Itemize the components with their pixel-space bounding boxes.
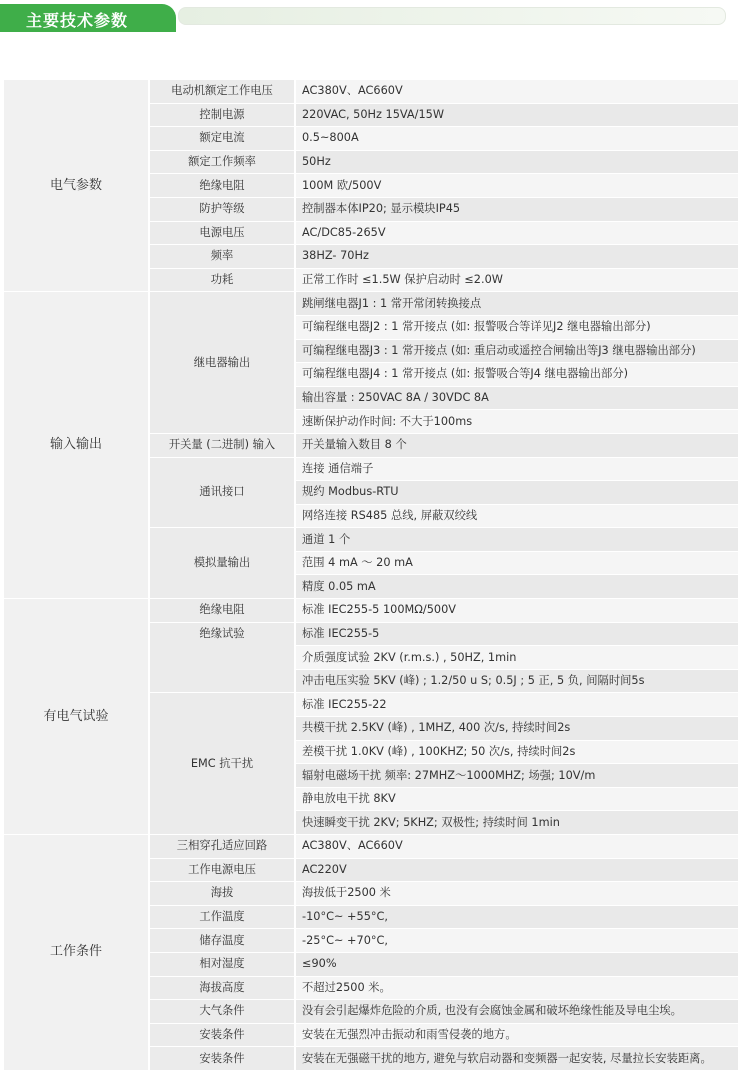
param-name-cell: 电源电压	[150, 222, 296, 246]
category-cell: 有电气试验	[4, 599, 150, 835]
param-name-cell: 安装条件	[150, 1047, 296, 1071]
param-name-cell: 模拟量输出	[150, 528, 296, 599]
param-value-cell: 可编程继电器J4 : 1 常开接点 (如: 报警吸合等J4 继电器输出部分)	[296, 363, 738, 387]
param-value-cell: 50Hz	[296, 151, 738, 175]
param-value-cell: 辐射电磁场干扰 频率: 27MHZ～1000MHZ; 场强; 10V/m	[296, 764, 738, 788]
param-value-cell: 范围 4 mA ～ 20 mA	[296, 552, 738, 576]
param-name-cell: 额定电流	[150, 127, 296, 151]
param-name-cell: 频率	[150, 245, 296, 269]
param-name-cell: 控制电源	[150, 104, 296, 128]
param-value-cell: -25°C~ +70°C,	[296, 929, 738, 953]
category-cell: 工作条件	[4, 835, 150, 1071]
table-row	[4, 80, 738, 104]
param-name-cell: 储存温度	[150, 929, 296, 953]
param-value-cell: 输出容量 : 250VAC 8A / 30VDC 8A	[296, 387, 738, 411]
param-value-cell: 速断保护动作时间: 不大于100ms	[296, 410, 738, 434]
table-row	[4, 292, 738, 316]
section-title: 主要技术参数	[26, 11, 129, 30]
section-title-tab	[0, 4, 176, 32]
param-value-cell: 0.5~800A	[296, 127, 738, 151]
param-value-cell: 差模干扰 1.0KV (峰) , 100KHZ; 50 次/s, 持续时间2s	[296, 741, 738, 765]
param-name-cell: 三相穿孔适应回路	[150, 835, 296, 859]
category-cell: 电气参数	[4, 80, 150, 292]
param-value-cell: 网络连接 RS485 总线, 屏蔽双绞线	[296, 505, 738, 529]
param-name-cell: 相对湿度	[150, 953, 296, 977]
param-value-cell: 控制器本体IP20; 显示模块IP45	[296, 198, 738, 222]
param-value-cell: 快速瞬变干扰 2KV; 5KHZ; 双极性; 持续时间 1min	[296, 811, 738, 835]
param-value-cell: AC380V、AC660V	[296, 80, 738, 104]
param-name-cell: 电动机额定工作电压	[150, 80, 296, 104]
param-name-cell: EMC 抗干扰	[150, 693, 296, 835]
param-value-cell: 正常工作时 ≤1.5W 保护启动时 ≤2.0W	[296, 269, 738, 293]
param-name-cell: 安装条件	[150, 1024, 296, 1048]
param-name-cell: 开关量 (二进制) 输入	[150, 434, 296, 458]
param-value-cell: 没有会引起爆炸危险的介质, 也没有会腐蚀金属和破坏绝缘性能及导电尘埃。	[296, 1000, 738, 1024]
param-value-cell: 通道 1 个	[296, 528, 738, 552]
param-name-cell: 大气条件	[150, 1000, 296, 1024]
param-value-cell: 安装在无强磁干扰的地方, 避免与软启动器和变频器一起安装, 尽量拉长安装距离。	[296, 1047, 738, 1071]
param-value-cell: 跳闸继电器J1 : 1 常开常闭转换接点	[296, 292, 738, 316]
param-value-cell: 海拔低于2500 米	[296, 882, 738, 906]
param-name-cell: 工作温度	[150, 906, 296, 930]
param-value-cell: AC380V、AC660V	[296, 835, 738, 859]
param-value-cell: ≤90%	[296, 953, 738, 977]
param-value-cell: AC220V	[296, 859, 738, 883]
param-value-cell: 静电放电干扰 8KV	[296, 788, 738, 812]
param-name-cell: 海拔	[150, 882, 296, 906]
header-decorative-bar	[178, 7, 726, 25]
param-value-cell: 38HZ- 70Hz	[296, 245, 738, 269]
param-value-cell: 标准 IEC255-5	[296, 623, 738, 647]
param-value-cell: 连接 通信端子	[296, 458, 738, 482]
param-value-cell: 共模干扰 2.5KV (峰) , 1MHZ, 400 次/s, 持续时间2s	[296, 717, 738, 741]
param-name-cell: 海拔高度	[150, 977, 296, 1001]
spec-table	[4, 80, 738, 1071]
param-value-cell: 冲击电压实验 5KV (峰) ; 1.2/50 u S; 0.5J ; 5 正, 5 负, 间隔时间5s	[296, 670, 738, 694]
param-name-cell: 功耗	[150, 269, 296, 293]
category-cell: 输入输出	[4, 292, 150, 599]
param-value-cell: 100M 欧/500V	[296, 174, 738, 198]
param-name-cell: 工作电源电压	[150, 859, 296, 883]
table-row	[4, 835, 738, 859]
param-value-cell: 可编程继电器J3 : 1 常开接点 (如: 重启动或遥控合闸输出等J3 继电器输出部分)	[296, 340, 738, 364]
param-value-cell: 可编程继电器J2 : 1 常开接点 (如: 报警吸合等详见J2 继电器输出部分)	[296, 316, 738, 340]
param-name-cell: 继电器输出	[150, 292, 296, 434]
param-value-cell: 规约 Modbus-RTU	[296, 481, 738, 505]
param-value-cell: 220VAC, 50Hz 15VA/15W	[296, 104, 738, 128]
section-header	[0, 0, 740, 40]
param-value-cell: 不超过2500 米。	[296, 977, 738, 1001]
param-value-cell: 精度 0.05 mA	[296, 575, 738, 599]
param-value-cell: 介质强度试验 2KV (r.m.s.) , 50HZ, 1min	[296, 646, 738, 670]
param-name-cell: 防护等级	[150, 198, 296, 222]
param-name-cell: 绝缘电阻	[150, 174, 296, 198]
param-name-cell: 绝缘试验	[150, 623, 296, 694]
table-row	[4, 599, 738, 623]
param-value-cell: 安装在无强烈冲击振动和雨雪侵袭的地方。	[296, 1024, 738, 1048]
param-value-cell: -10°C~ +55°C,	[296, 906, 738, 930]
param-value-cell: 标准 IEC255-5 100MΩ/500V	[296, 599, 738, 623]
param-name-cell: 通讯接口	[150, 458, 296, 529]
param-name-cell: 额定工作频率	[150, 151, 296, 175]
param-name-cell: 绝缘电阻	[150, 599, 296, 623]
param-value-cell: 标准 IEC255-22	[296, 693, 738, 717]
param-value-cell: 开关量输入数目 8 个	[296, 434, 738, 458]
param-value-cell: AC/DC85-265V	[296, 222, 738, 246]
